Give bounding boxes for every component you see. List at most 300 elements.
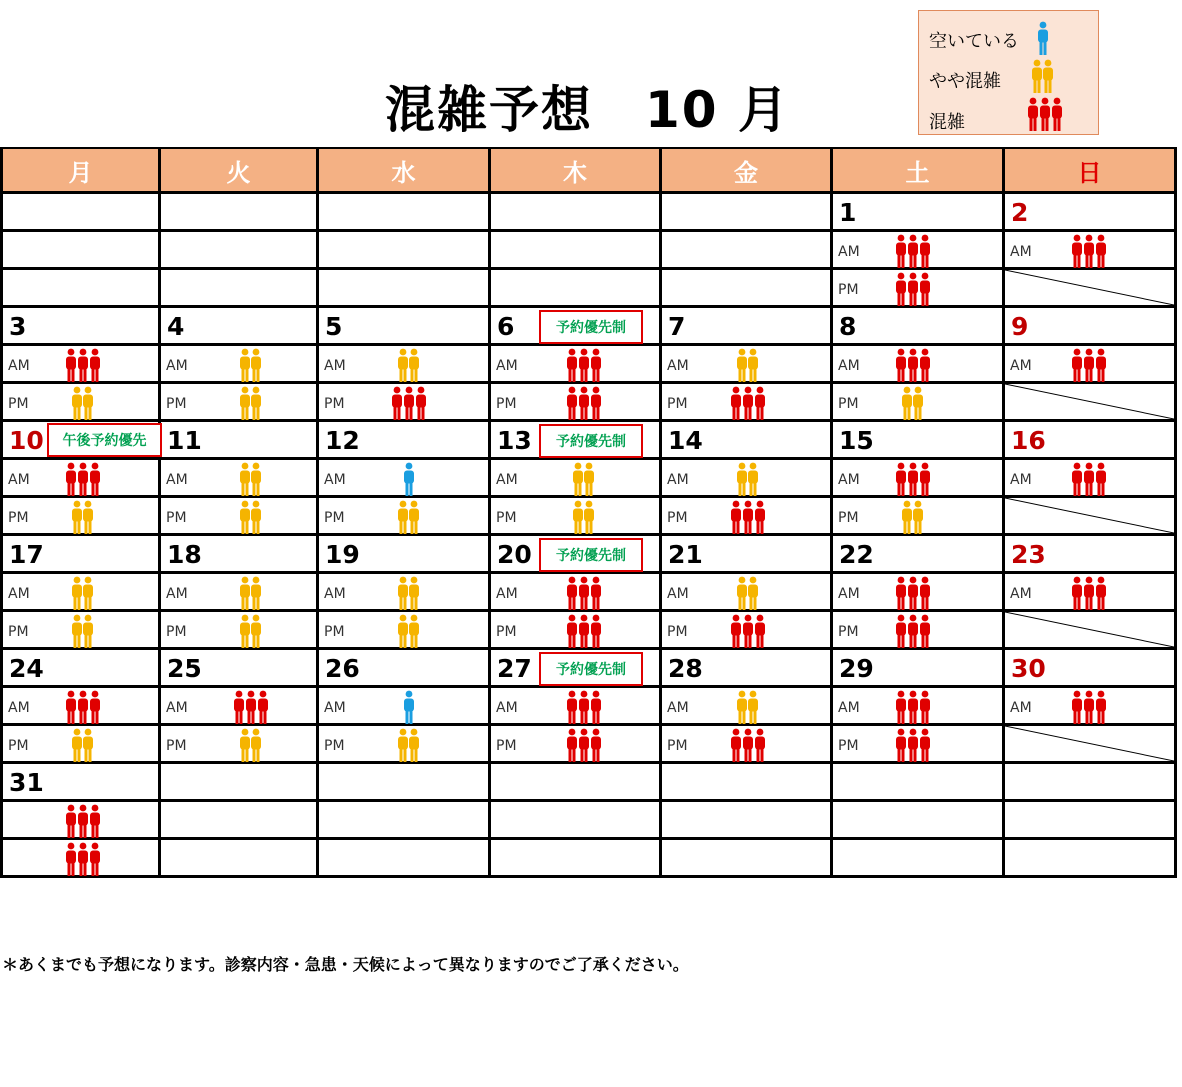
afternoon-reservation-badge: 午後予約優先 [47, 423, 162, 457]
pm-label: PM [8, 510, 29, 526]
day-cell [1004, 649, 1176, 687]
day-cell [490, 763, 661, 801]
busy-crowd-icon [391, 386, 427, 425]
legend-somewhat-label: やや混雑 [929, 71, 1001, 92]
day-cell [832, 535, 1004, 573]
somewhat-crowd-icon [71, 576, 95, 615]
day-number: 7 [668, 312, 686, 341]
day-cell [318, 763, 490, 801]
somewhat-crowd-icon [239, 348, 263, 387]
week-6-row-1 [2, 763, 1176, 801]
somewhat-crowd-icon [239, 500, 263, 539]
day-cell [160, 421, 318, 459]
legend-empty-label: 空いている [929, 31, 1019, 52]
am-cell [318, 459, 490, 497]
pm-label: PM [166, 624, 187, 640]
closed-slash [1005, 270, 1174, 305]
pm-label: PM [838, 282, 859, 298]
pm-cell [832, 497, 1004, 535]
somewhat-crowd-icon [736, 462, 760, 501]
day-number: 1 [839, 198, 857, 227]
am-cell [1004, 801, 1176, 839]
day-number: 3 [9, 312, 27, 341]
reservation-priority-badge: 予約優先制 [539, 310, 643, 344]
somewhat-crowd-icon [397, 728, 421, 767]
pm-cell [832, 839, 1004, 877]
am-label: AM [496, 472, 518, 488]
footnote: ＊あくまでも予想になります。診察内容・急患・天候によって異なりますのでご了承ください。 [2, 955, 689, 974]
pm-label: PM [496, 624, 517, 640]
pm-cell [160, 611, 318, 649]
am-label: AM [166, 700, 188, 716]
somewhat-crowd-icon [736, 690, 760, 729]
empty-crowd-icon [403, 462, 417, 501]
am-cell [490, 801, 661, 839]
am-cell [832, 345, 1004, 383]
pm-cell [160, 497, 318, 535]
day-cell [661, 763, 832, 801]
week-4-row-1 [2, 535, 1176, 573]
busy-crowd-icon [895, 348, 931, 387]
am-cell [160, 687, 318, 725]
calendar-table [0, 147, 1177, 878]
day-cell [318, 649, 490, 687]
pm-cell [318, 269, 490, 307]
page-title: 混雑予想 10 月 [385, 81, 790, 139]
somewhat-crowd-icon [901, 500, 925, 539]
somewhat-crowd-icon [239, 728, 263, 767]
pm-cell [318, 839, 490, 877]
pm-cell [832, 383, 1004, 421]
day-cell [661, 421, 832, 459]
somewhat-crowd-icon [397, 348, 421, 387]
somewhat-crowd-icon [397, 500, 421, 539]
somewhat-crowd-icon [736, 576, 760, 615]
pm-cell [160, 269, 318, 307]
am-cell [1004, 573, 1176, 611]
week-2-row-2 [2, 345, 1176, 383]
day-cell [2, 649, 160, 687]
am-label: AM [166, 472, 188, 488]
am-label: AM [324, 472, 346, 488]
am-cell [661, 801, 832, 839]
pm-label: PM [166, 396, 187, 412]
am-label: AM [838, 472, 860, 488]
somewhat-crowd-icon [397, 576, 421, 615]
day-number: 27 [497, 654, 532, 683]
pm-cell [2, 725, 160, 763]
pm-label: PM [166, 510, 187, 526]
empty-crowd-icon [403, 690, 417, 729]
day-number: 29 [839, 654, 874, 683]
pm-label: PM [496, 510, 517, 526]
busy-crowd-icon [1071, 576, 1107, 615]
day-cell [318, 421, 490, 459]
busy-crowd-icon [1071, 234, 1107, 273]
day-number: 19 [325, 540, 360, 569]
day-cell [2, 535, 160, 573]
busy-crowd-icon [65, 690, 101, 729]
day-cell [490, 193, 661, 231]
pm-cell [1004, 611, 1176, 649]
week-3-row-1 [2, 421, 1176, 459]
day-number: 6 [497, 312, 515, 341]
busy-crowd-icon [1071, 348, 1107, 387]
closed-slash [1005, 384, 1174, 419]
pm-cell [661, 839, 832, 877]
pm-cell [1004, 497, 1176, 535]
am-label: AM [8, 358, 30, 374]
day-cell [318, 307, 490, 345]
busy-crowd-icon [566, 690, 602, 729]
day-cell [2, 193, 160, 231]
day-number: 5 [325, 312, 343, 341]
weekday-fri: 金 [661, 148, 832, 193]
am-label: AM [838, 586, 860, 602]
am-cell [661, 687, 832, 725]
am-cell [160, 345, 318, 383]
somewhat-crowd-icon [901, 386, 925, 425]
am-cell [318, 573, 490, 611]
busy-crowd-icon [1071, 690, 1107, 729]
busy-crowd-icon [566, 614, 602, 653]
day-cell [1004, 307, 1176, 345]
week-3-row-2 [2, 459, 1176, 497]
pm-cell [661, 725, 832, 763]
day-number: 15 [839, 426, 874, 455]
day-number: 18 [167, 540, 202, 569]
busy-crowd-icon [65, 842, 101, 881]
day-number: 11 [167, 426, 202, 455]
legend-busy-icon [1027, 97, 1063, 136]
busy-crowd-icon [566, 728, 602, 767]
day-cell [1004, 763, 1176, 801]
pm-cell [832, 269, 1004, 307]
pm-label: PM [8, 738, 29, 754]
day-cell [661, 535, 832, 573]
busy-crowd-icon [895, 690, 931, 729]
am-cell [661, 573, 832, 611]
am-label: AM [838, 358, 860, 374]
closed-slash [1005, 726, 1174, 761]
weekday-header-row [2, 148, 1176, 193]
pm-cell [490, 611, 661, 649]
pm-cell [490, 839, 661, 877]
day-number: 13 [497, 426, 532, 455]
busy-crowd-icon [65, 462, 101, 501]
pm-label: PM [166, 738, 187, 754]
week-6-row-3 [2, 839, 1176, 877]
pm-cell [490, 725, 661, 763]
busy-crowd-icon [1071, 462, 1107, 501]
day-number: 10 [9, 426, 44, 455]
day-cell [661, 307, 832, 345]
reservation-priority-badge: 予約優先制 [539, 652, 643, 686]
day-number: 12 [325, 426, 360, 455]
pm-cell [318, 725, 490, 763]
busy-crowd-icon [730, 500, 766, 539]
pm-cell [661, 269, 832, 307]
busy-crowd-icon [895, 234, 931, 273]
am-cell [490, 345, 661, 383]
somewhat-crowd-icon [239, 576, 263, 615]
pm-cell [2, 497, 160, 535]
am-cell [318, 801, 490, 839]
busy-crowd-icon [65, 348, 101, 387]
pm-label: PM [667, 738, 688, 754]
busy-crowd-icon [566, 348, 602, 387]
am-cell [160, 459, 318, 497]
am-cell [490, 573, 661, 611]
pm-cell [832, 611, 1004, 649]
pm-cell [2, 839, 160, 877]
pm-cell [318, 497, 490, 535]
weekday-tue: 火 [160, 148, 318, 193]
am-label: AM [8, 472, 30, 488]
am-cell [160, 801, 318, 839]
am-cell [832, 231, 1004, 269]
day-number: 14 [668, 426, 703, 455]
somewhat-crowd-icon [736, 348, 760, 387]
day-cell [490, 535, 661, 573]
am-cell [160, 573, 318, 611]
day-cell [490, 649, 661, 687]
am-cell [160, 231, 318, 269]
somewhat-crowd-icon [239, 614, 263, 653]
closed-slash [1005, 612, 1174, 647]
week-3-row-3 [2, 497, 1176, 535]
busy-crowd-icon [65, 804, 101, 843]
am-label: AM [324, 700, 346, 716]
day-cell [490, 307, 661, 345]
pm-label: PM [838, 624, 859, 640]
busy-crowd-icon [895, 576, 931, 615]
am-cell [490, 231, 661, 269]
am-cell [1004, 231, 1176, 269]
day-number: 23 [1011, 540, 1046, 569]
week-5-row-2 [2, 687, 1176, 725]
pm-cell [2, 269, 160, 307]
am-label: AM [838, 244, 860, 260]
day-cell [318, 193, 490, 231]
day-number: 8 [839, 312, 857, 341]
am-label: AM [166, 586, 188, 602]
pm-label: PM [838, 510, 859, 526]
pm-cell [1004, 725, 1176, 763]
am-label: AM [667, 472, 689, 488]
pm-cell [661, 611, 832, 649]
day-number: 24 [9, 654, 44, 683]
am-cell [1004, 687, 1176, 725]
am-label: AM [8, 700, 30, 716]
day-cell [832, 421, 1004, 459]
weekday-mon: 月 [2, 148, 160, 193]
day-number: 28 [668, 654, 703, 683]
am-label: AM [496, 700, 518, 716]
day-number: 30 [1011, 654, 1046, 683]
day-cell [490, 421, 661, 459]
am-cell [2, 573, 160, 611]
legend [918, 10, 1099, 135]
am-cell [490, 687, 661, 725]
pm-cell [490, 269, 661, 307]
pm-label: PM [667, 396, 688, 412]
week-6-row-2 [2, 801, 1176, 839]
am-cell [661, 231, 832, 269]
somewhat-crowd-icon [71, 614, 95, 653]
am-cell [1004, 459, 1176, 497]
busy-crowd-icon [730, 386, 766, 425]
am-label: AM [496, 586, 518, 602]
day-cell [661, 649, 832, 687]
am-label: AM [496, 358, 518, 374]
day-cell [832, 193, 1004, 231]
day-cell [2, 307, 160, 345]
closed-slash [1005, 498, 1174, 533]
day-cell [1004, 535, 1176, 573]
am-label: AM [324, 586, 346, 602]
somewhat-crowd-icon [572, 462, 596, 501]
busy-crowd-icon [895, 462, 931, 501]
busy-crowd-icon [566, 576, 602, 615]
reservation-priority-badge: 予約優先制 [539, 538, 643, 572]
day-cell [2, 421, 160, 459]
somewhat-crowd-icon [239, 386, 263, 425]
busy-crowd-icon [730, 728, 766, 767]
am-cell [2, 459, 160, 497]
am-label: AM [1010, 244, 1032, 260]
am-cell [2, 687, 160, 725]
am-cell [1004, 345, 1176, 383]
day-cell [832, 649, 1004, 687]
pm-label: PM [324, 510, 345, 526]
am-cell [2, 345, 160, 383]
pm-cell [490, 497, 661, 535]
pm-cell [1004, 383, 1176, 421]
day-cell [832, 763, 1004, 801]
am-label: AM [667, 700, 689, 716]
day-cell [1004, 193, 1176, 231]
pm-label: PM [324, 738, 345, 754]
pm-label: PM [8, 396, 29, 412]
day-number: 31 [9, 768, 44, 797]
day-cell [160, 649, 318, 687]
weekday-sat: 土 [832, 148, 1004, 193]
day-number: 21 [668, 540, 703, 569]
legend-busy-label: 混雑 [929, 112, 965, 133]
day-number: 25 [167, 654, 202, 683]
week-1-row-1 [2, 193, 1176, 231]
day-cell [2, 763, 160, 801]
am-cell [490, 459, 661, 497]
day-cell [160, 193, 318, 231]
pm-cell [318, 383, 490, 421]
day-number: 17 [9, 540, 44, 569]
pm-cell [661, 383, 832, 421]
busy-crowd-icon [895, 614, 931, 653]
somewhat-crowd-icon [239, 462, 263, 501]
day-cell [318, 535, 490, 573]
pm-cell [1004, 269, 1176, 307]
pm-cell [160, 383, 318, 421]
busy-crowd-icon [895, 728, 931, 767]
legend-empty-icon [1037, 21, 1051, 60]
am-label: AM [838, 700, 860, 716]
am-cell [2, 801, 160, 839]
pm-cell [1004, 839, 1176, 877]
day-number: 16 [1011, 426, 1046, 455]
am-cell [661, 459, 832, 497]
day-cell [160, 763, 318, 801]
am-label: AM [166, 358, 188, 374]
am-label: AM [1010, 700, 1032, 716]
week-2-row-1 [2, 307, 1176, 345]
am-label: AM [667, 358, 689, 374]
somewhat-crowd-icon [71, 728, 95, 767]
somewhat-crowd-icon [71, 386, 95, 425]
week-5-row-3 [2, 725, 1176, 763]
week-2-row-3 [2, 383, 1176, 421]
am-cell [832, 459, 1004, 497]
somewhat-crowd-icon [71, 500, 95, 539]
pm-label: PM [667, 624, 688, 640]
week-1-row-3 [2, 269, 1176, 307]
am-label: AM [1010, 472, 1032, 488]
day-number: 9 [1011, 312, 1029, 341]
pm-cell [2, 383, 160, 421]
pm-cell [160, 839, 318, 877]
pm-label: PM [324, 624, 345, 640]
pm-label: PM [8, 624, 29, 640]
week-4-row-2 [2, 573, 1176, 611]
weekday-sun: 日 [1004, 148, 1176, 193]
am-label: AM [667, 586, 689, 602]
am-label: AM [1010, 586, 1032, 602]
am-cell [832, 687, 1004, 725]
pm-cell [661, 497, 832, 535]
am-cell [318, 231, 490, 269]
somewhat-crowd-icon [397, 614, 421, 653]
day-cell [160, 307, 318, 345]
week-4-row-3 [2, 611, 1176, 649]
somewhat-crowd-icon [572, 500, 596, 539]
am-label: AM [8, 586, 30, 602]
day-number: 20 [497, 540, 532, 569]
day-number: 26 [325, 654, 360, 683]
am-cell [318, 687, 490, 725]
am-cell [832, 573, 1004, 611]
legend-somewhat-icon [1031, 59, 1055, 98]
am-label: AM [1010, 358, 1032, 374]
week-5-row-1 [2, 649, 1176, 687]
pm-label: PM [667, 510, 688, 526]
weekday-wed: 水 [318, 148, 490, 193]
day-cell [832, 307, 1004, 345]
day-cell [661, 193, 832, 231]
busy-crowd-icon [895, 272, 931, 311]
pm-cell [832, 725, 1004, 763]
pm-label: PM [324, 396, 345, 412]
reservation-priority-badge: 予約優先制 [539, 424, 643, 458]
pm-cell [160, 725, 318, 763]
day-number: 4 [167, 312, 185, 341]
pm-label: PM [496, 396, 517, 412]
day-number: 2 [1011, 198, 1029, 227]
busy-crowd-icon [730, 614, 766, 653]
day-cell [160, 535, 318, 573]
day-cell [1004, 421, 1176, 459]
am-cell [832, 801, 1004, 839]
